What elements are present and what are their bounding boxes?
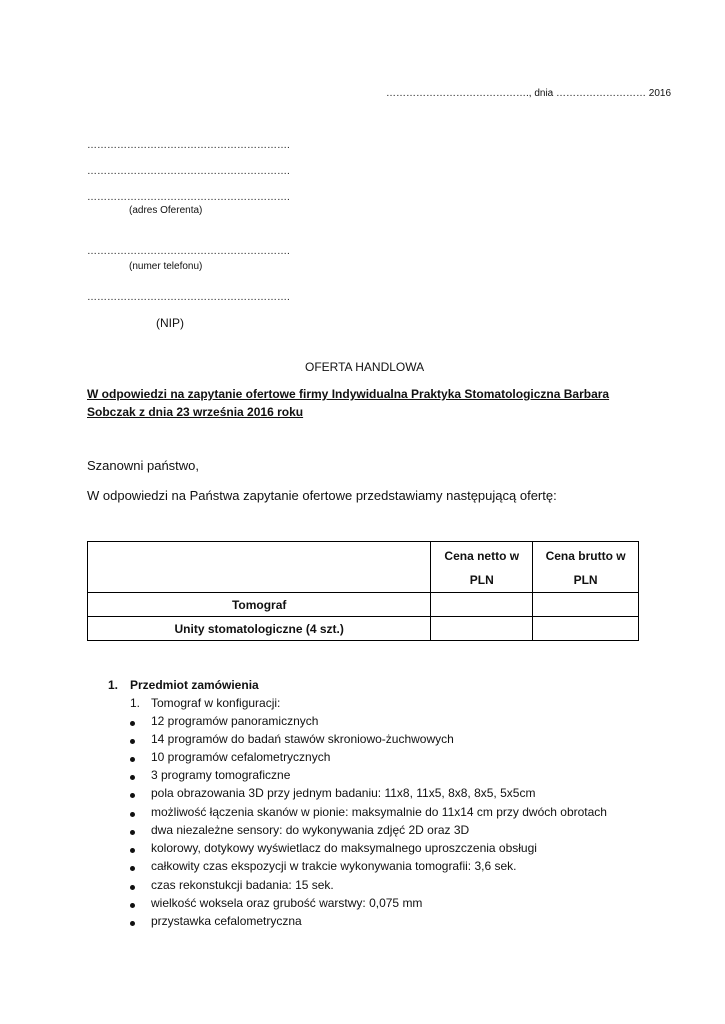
bullet-icon — [130, 866, 135, 871]
header-net-line1: Cena netto w — [444, 549, 520, 563]
price-table — [87, 541, 639, 641]
greeting: Szanowni państwo, — [87, 458, 200, 473]
list-item: pola obrazowania 3D przy jednym badaniu: 11x8, 11x5, 8x8, 8x5, 5x5cm — [151, 786, 536, 800]
header-net-price — [431, 542, 533, 593]
list-item: 10 programów cefalometrycznych — [151, 750, 331, 764]
phone-label: (numer telefonu) — [129, 261, 203, 272]
nip-label: (NIP) — [156, 316, 184, 330]
list-item: możliwość łączenia skanów w pionie: maksymalnie do 11x14 cm przy dwóch obrotach — [151, 805, 607, 819]
list-item: całkowity czas ekspozycji w trakcie wykonywania tomografii: 3,6 sek. — [151, 859, 517, 873]
bullet-icon — [130, 775, 135, 780]
address-label: (adres Oferenta) — [129, 205, 203, 216]
list-item: 12 programów panoramicznych — [151, 714, 319, 728]
bullet-icon — [130, 903, 135, 908]
bullet-icon — [130, 848, 135, 853]
header-net-line2: PLN — [469, 573, 494, 587]
reference-line-1: W odpowiedzi na zapytanie ofertowe firmy Indywidualna Praktyka Stomatologiczna Barbara — [87, 387, 610, 401]
bullet-icon — [130, 885, 135, 890]
place-date-line: ……………………………………., dnia ……………………… 2016 — [386, 88, 672, 99]
bullet-icon — [130, 812, 135, 817]
subsection-number: 1. — [130, 696, 141, 710]
list-item: czas rekonstukcji badania: 15 sek. — [151, 878, 334, 892]
item-name-cell: Tomograf — [88, 593, 431, 617]
header-gross-line2: PLN — [573, 573, 598, 587]
list-item: 14 programów do badań stawów skroniowo-żuchwowych — [151, 732, 454, 746]
reference-line-2: Sobczak z dnia 23 września 2016 roku — [87, 405, 304, 419]
bullet-icon — [130, 830, 135, 835]
gross-price-cell — [533, 593, 639, 617]
net-price-cell — [431, 617, 533, 641]
list-item: przystawka cefalometryczna — [151, 914, 302, 928]
list-item: 3 programy tomograficzne — [151, 768, 291, 782]
price-table-header-row — [88, 542, 639, 593]
section-heading: Przedmiot zamówienia — [130, 678, 259, 692]
bullet-icon — [130, 921, 135, 926]
table-row — [88, 593, 639, 617]
document-title: OFERTA HANDLOWA — [305, 360, 425, 374]
offerer-line-5: ……………………………………………………. — [87, 292, 290, 303]
item-name-cell: Unity stomatologiczne (4 szt.) — [88, 617, 431, 641]
section-number: 1. — [108, 678, 119, 692]
list-item: wielkość woksela oraz grubość warstwy: 0,075 mm — [151, 896, 423, 910]
offerer-line-3: ……………………………………………………. — [87, 192, 290, 203]
table-row — [88, 617, 639, 641]
intro-text: W odpowiedzi na Państwa zapytanie ofertowe przedstawiamy następującą ofertę: — [87, 488, 557, 503]
header-gross-line1: Cena brutto w — [545, 549, 626, 563]
bullet-icon — [130, 739, 135, 744]
offerer-line-4: ……………………………………………………. — [87, 246, 290, 257]
bullet-icon — [130, 757, 135, 762]
offerer-line-1: ……………………………………………………. — [87, 140, 290, 151]
bullet-icon — [130, 793, 135, 798]
gross-price-cell — [533, 617, 639, 641]
net-price-cell — [431, 593, 533, 617]
list-item: dwa niezależne sensory: do wykonywania zdjęć 2D oraz 3D — [151, 823, 470, 837]
list-item: kolorowy, dotykowy wyświetlacz do maksymalnego uproszczenia obsługi — [151, 841, 537, 855]
header-item-cell — [88, 542, 431, 593]
header-gross-price — [533, 542, 639, 593]
subsection-heading: Tomograf w konfiguracji: — [151, 696, 281, 710]
bullet-icon — [130, 721, 135, 726]
offerer-line-2: ……………………………………………………. — [87, 166, 290, 177]
